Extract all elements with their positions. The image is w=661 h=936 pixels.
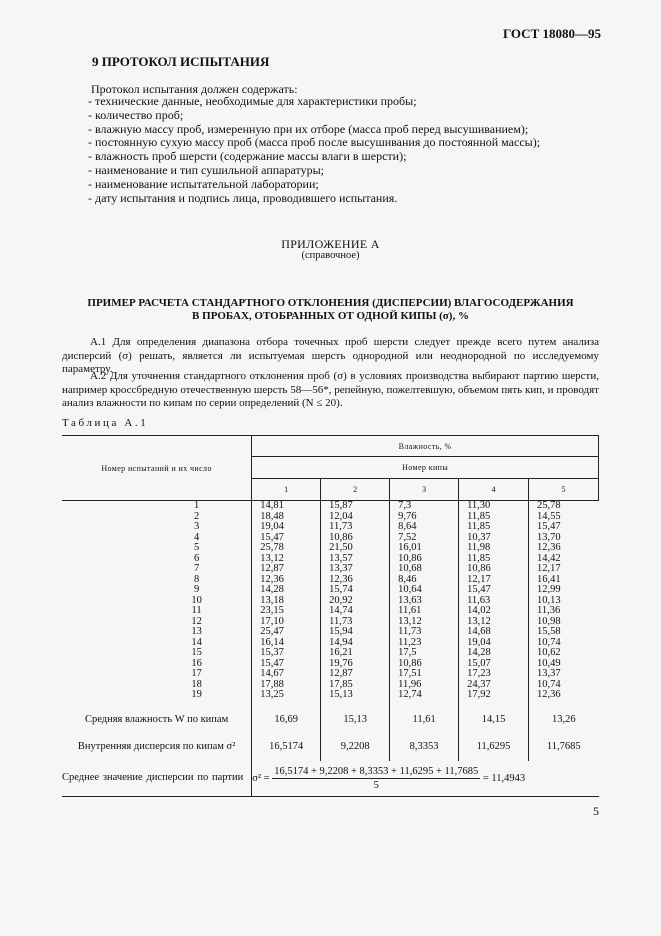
bale-number: 2 <box>321 478 390 500</box>
table-cell: 10,74 <box>537 636 561 648</box>
table-cell: 12,36 <box>260 573 284 585</box>
mean-variance-label: Среднее значение дисперсии по партии <box>62 761 252 797</box>
test-number: 14 <box>191 636 202 648</box>
table-cell: 15,94 <box>329 626 353 637</box>
variance-value: 11,6295 <box>459 733 529 761</box>
average-label: Средняя влажность W по кипам <box>84 714 229 725</box>
list-item: - технические данные, необходимые для характеристики пробы; <box>88 95 588 109</box>
test-number: 9 <box>193 584 200 595</box>
bale-2-column <box>321 501 390 707</box>
table-cell: 15,47 <box>467 584 491 595</box>
table-cell: 17,85 <box>329 678 353 690</box>
table-cell: 12,04 <box>329 510 353 522</box>
mean-variance-formula: σ² = $\frac{16,5174 + 9,2208 + 8,3353 + 11,6295 + 11,7685}{5}$ = 11,4943 <box>252 761 599 797</box>
table-cell: 21,50 <box>329 542 353 553</box>
table-caption: Таблица А.1 <box>62 417 149 429</box>
test-number: 2 <box>193 510 200 522</box>
table-cell: 8,64 <box>398 521 417 532</box>
formula-result: = 11,4943 <box>482 772 526 784</box>
test-number: 17 <box>191 668 202 679</box>
bale-number: 5 <box>529 478 599 500</box>
table-cell: 12,74 <box>398 689 422 700</box>
table-cell: 15,13 <box>329 689 353 700</box>
test-number: 5 <box>193 542 200 553</box>
list-item: - наименование испытательной лаборатории; <box>88 178 588 192</box>
test-number: 1 <box>193 500 200 511</box>
bale-4-column <box>459 501 529 707</box>
list-item: - наименование и тип сушильной аппаратуры; <box>88 164 588 178</box>
table-cell: 13,12 <box>398 615 422 627</box>
table-cell: 11,73 <box>329 521 353 532</box>
table-cell: 11,85 <box>467 510 491 522</box>
bale-number: 1 <box>252 478 321 500</box>
average-value: 14,15 <box>459 707 529 733</box>
table-cell: 14,81 <box>260 500 284 511</box>
table-cell: 10,37 <box>467 531 491 543</box>
table-cell: 25,78 <box>537 500 561 511</box>
table-cell: 11,73 <box>398 626 422 637</box>
table-cell: 15,58 <box>537 626 561 637</box>
average-value: 15,13 <box>321 707 390 733</box>
variance-value: 16,5174 <box>252 733 321 761</box>
table-cell: 16,21 <box>329 647 353 658</box>
requirements-list <box>88 95 588 205</box>
table-cell: 17,51 <box>398 668 422 679</box>
table-cell: 10,62 <box>537 647 561 658</box>
table-cell: 10,86 <box>329 531 353 543</box>
test-number: 4 <box>193 531 200 543</box>
variance-value: 11,7685 <box>529 733 599 761</box>
table-cell: 16,01 <box>398 542 422 553</box>
table-cell: 15,37 <box>260 647 284 658</box>
table-cell: 14,94 <box>329 636 353 648</box>
table-cell: 23,15 <box>260 605 284 616</box>
table-cell: 19,76 <box>329 657 353 669</box>
bale-3-column <box>390 501 459 707</box>
document-code: ГОСТ 18080—95 <box>502 26 601 41</box>
formula-numerator: 16,5174 + 9,2208 + 8,3353 + 11,6295 + 11,7685 <box>274 765 479 777</box>
list-item: - влажную массу проб, измеренную при их отборе (масса проб перед высушиванием); <box>88 123 588 137</box>
table-cell: 11,61 <box>398 605 422 616</box>
table-cell: 14,02 <box>467 605 491 616</box>
table-cell: 11,98 <box>467 542 491 553</box>
appendix-heading: ПРИЛОЖЕНИЕ А <box>281 237 380 251</box>
table-cell: 20,92 <box>329 594 353 606</box>
appendix-subheading: (справочное) <box>301 250 360 261</box>
table-cell: 13,57 <box>329 552 353 564</box>
table-cell: 19,04 <box>260 521 284 532</box>
table-cell: 16,41 <box>537 573 561 585</box>
table-cell: 19,04 <box>467 636 491 648</box>
table-cell: 17,23 <box>467 668 491 679</box>
table-cell: 15,47 <box>537 521 561 532</box>
appendix-title-line2: В ПРОБАХ, ОТОБРАННЫХ ОТ ОДНОЙ КИПЫ (σ), % <box>192 310 469 322</box>
table-cell: 15,47 <box>260 531 284 543</box>
table-cell: 12,36 <box>537 542 561 553</box>
table-cell: 14,55 <box>537 510 561 522</box>
average-value: 13,26 <box>529 707 599 733</box>
table-cell: 18,48 <box>260 510 284 522</box>
table-cell: 13,25 <box>260 689 284 700</box>
header-bale: Номер кипы <box>252 457 599 478</box>
test-number: 19 <box>191 689 202 700</box>
table-cell: 11,23 <box>398 636 422 648</box>
table-cell: 11,73 <box>329 615 353 627</box>
test-numbers-column <box>62 501 252 707</box>
test-number: 7 <box>193 563 200 574</box>
test-number: 12 <box>191 615 202 627</box>
table-cell: 10,74 <box>537 678 561 690</box>
table-cell: 12,87 <box>260 563 284 574</box>
table-cell: 14,74 <box>329 605 353 616</box>
table-cell: 12,87 <box>329 668 353 679</box>
table-cell: 13,18 <box>260 594 284 606</box>
average-value: 16,69 <box>252 707 321 733</box>
table-cell: 12,36 <box>329 573 353 585</box>
bale-number: 3 <box>390 478 459 500</box>
paragraph-a2: А.2 Для уточнения стандартного отклонения проб (σ) в условиях производства выбирают партию шерсти, например кроссбредную отечественную шерсть 58—56*, репейную, пожелтевшую, объемом пять кип, и проводят анализ влажности по кипам по серии определений (N ≤ 20). <box>62 370 599 409</box>
table-cell: 15,74 <box>329 584 353 595</box>
table-cell: 15,47 <box>260 657 284 669</box>
table-cell: 17,88 <box>260 678 284 690</box>
table-cell: 14,67 <box>260 668 284 679</box>
table-cell: 11,30 <box>467 500 491 511</box>
header-tests: Номер испытаний и их число <box>62 436 252 501</box>
table-cell: 12,36 <box>537 689 561 700</box>
bale-1-column <box>252 501 321 707</box>
test-number: 11 <box>191 605 202 616</box>
average-value: 11,61 <box>390 707 459 733</box>
table-cell: 12,99 <box>537 584 561 595</box>
table-cell: 11,36 <box>537 605 561 616</box>
table-cell: 10,49 <box>537 657 561 669</box>
table-cell: 15,87 <box>329 500 353 511</box>
test-number: 16 <box>191 657 202 669</box>
table-cell: 10,86 <box>467 563 491 574</box>
variance-value: 8,3353 <box>390 733 459 761</box>
table-cell: 10,86 <box>398 657 422 669</box>
table-cell: 13,12 <box>260 552 284 564</box>
table-cell: 17,92 <box>467 689 491 700</box>
table-cell: 10,64 <box>398 584 422 595</box>
list-item: - количество проб; <box>88 109 588 123</box>
test-number: 3 <box>193 521 200 532</box>
table-cell: 11,85 <box>467 521 491 532</box>
table-cell: 9,76 <box>398 510 417 522</box>
moisture-table <box>62 435 599 797</box>
header-moisture: Влажность, % <box>252 436 599 457</box>
table-cell: 12,17 <box>537 563 561 574</box>
test-number: 10 <box>191 594 202 606</box>
table-cell: 25,78 <box>260 542 284 553</box>
table-cell: 11,63 <box>467 594 491 606</box>
table-cell: 13,70 <box>537 531 561 543</box>
table-cell: 17,10 <box>260 615 284 627</box>
variance-label: Внутренняя дисперсия по кипам σ² <box>77 741 236 752</box>
bale-5-column <box>529 501 599 707</box>
table-cell: 11,85 <box>467 552 491 564</box>
section-title: 9 ПРОТОКОЛ ИСПЫТАНИЯ <box>92 54 270 69</box>
test-number: 13 <box>191 626 202 637</box>
page-number: 5 <box>593 804 599 818</box>
variance-value: 9,2208 <box>321 733 390 761</box>
table-cell: 10,86 <box>398 552 422 564</box>
table-cell: 13,12 <box>467 615 491 627</box>
table-cell: 11,96 <box>398 678 422 690</box>
paragraph-a1: А.1 Для определения диапазона отбора точечных проб шерсти следует прежде всего путем анализа дисперсий (σ) решать, является ли испытуемая шерсть однородной или неоднородной по исследуемому параметру. <box>62 336 599 375</box>
appendix-title-line1: ПРИМЕР РАСЧЕТА СТАНДАРТНОГО ОТКЛОНЕНИЯ (ДИСПЕРСИИ) ВЛАГОСОДЕРЖАНИЯ <box>87 297 574 309</box>
table-cell: 25,47 <box>260 626 284 637</box>
test-number: 15 <box>191 647 202 658</box>
table-cell: 10,13 <box>537 594 561 606</box>
list-item: - влажность проб шерсти (содержание массы влаги в шерсти); <box>88 150 588 164</box>
table-cell: 8,46 <box>398 573 417 585</box>
table-cell: 14,28 <box>467 647 491 658</box>
formula-denominator: 5 <box>373 779 379 791</box>
test-number: 8 <box>193 573 200 585</box>
list-item: - постоянную сухую массу проб (масса проб после высушивания до постоянной массы); <box>88 136 588 150</box>
table-cell: 17,5 <box>398 647 417 658</box>
table-cell: 24,37 <box>467 678 491 690</box>
table-cell: 10,68 <box>398 563 422 574</box>
table-cell: 15,07 <box>467 657 491 669</box>
section-intro: Протокол испытания должен содержать: <box>91 82 298 96</box>
table-cell: 7,3 <box>398 500 412 511</box>
table-cell: 12,17 <box>467 573 491 585</box>
test-number: 6 <box>193 552 200 564</box>
table-cell: 13,37 <box>329 563 353 574</box>
test-number: 18 <box>191 678 202 690</box>
bale-number: 4 <box>459 478 529 500</box>
table-cell: 14,28 <box>260 584 284 595</box>
table-cell: 14,42 <box>537 552 561 564</box>
table-cell: 7,52 <box>398 531 417 543</box>
table-cell: 16,14 <box>260 636 284 648</box>
table-cell: 10,98 <box>537 615 561 627</box>
table-cell: 13,63 <box>398 594 422 606</box>
table-cell: 14,68 <box>467 626 491 637</box>
table-cell: 13,37 <box>537 668 561 679</box>
list-item: - дату испытания и подпись лица, проводившего испытания. <box>88 192 588 206</box>
